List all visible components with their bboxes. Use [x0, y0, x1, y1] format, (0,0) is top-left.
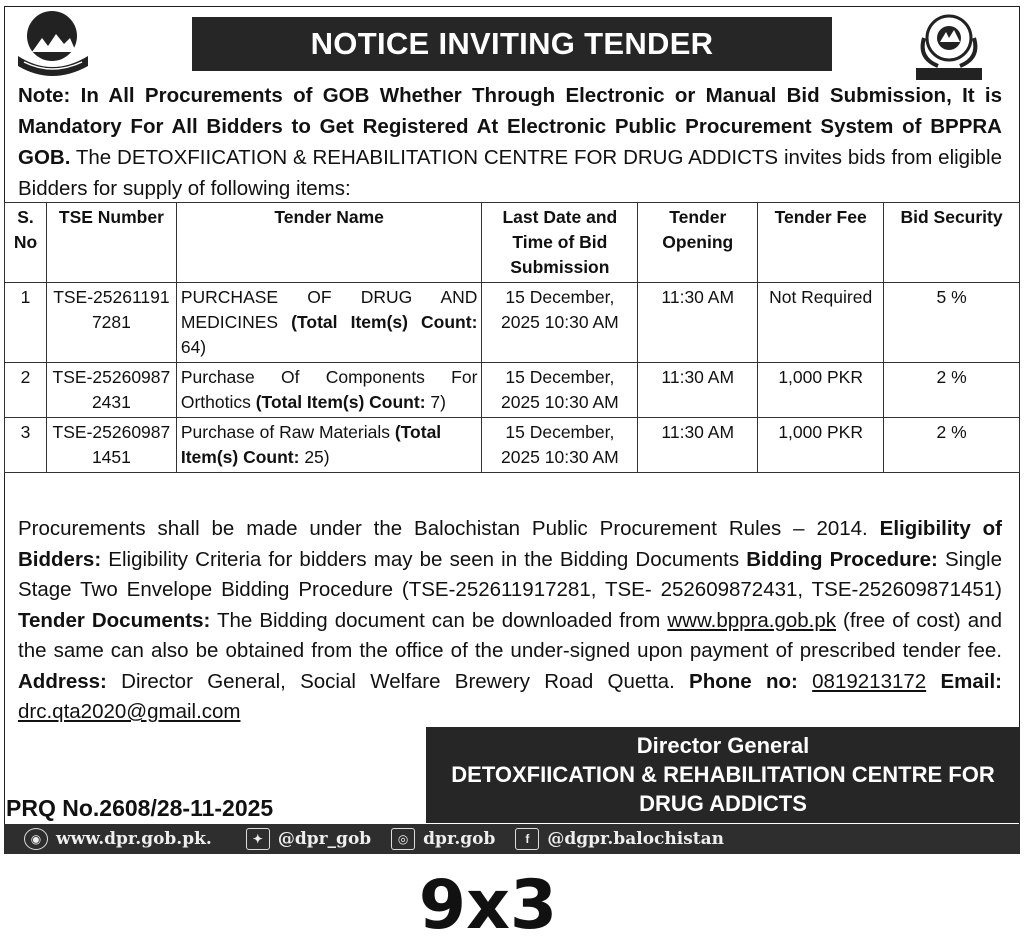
signatory-title: Director General — [636, 733, 810, 758]
social-bar — [4, 824, 1020, 854]
ad-size-label: 9x3 — [418, 866, 558, 945]
balochistan-logo-left — [12, 8, 94, 88]
intro-text: The DETOXFIICATION & REHABILITATION CENTRE FOR DRUG ADDICTS invites bids from eligible Bidders for supply of following items: — [18, 146, 1002, 200]
cell-last-date: 15 December, 2025 10:30 AM — [482, 363, 638, 418]
cell-fee: 1,000 PKR — [758, 418, 884, 473]
cell-tender-name — [176, 418, 482, 473]
procedure-text: Single Stage Two Envelope Bidding Procedure (TSE-252611917281, TSE- 252609872431, TSE-252609871451) — [18, 547, 1002, 601]
header-tender-name: Tender Name — [176, 203, 482, 283]
instagram-icon: ◎ — [391, 828, 415, 850]
cell-last-date: 15 December, 2025 10:30 AM — [482, 418, 638, 473]
cell-sno: 2 — [5, 363, 47, 418]
header-fee: Tender Fee — [758, 203, 884, 283]
phone-label: Phone no: — [689, 669, 798, 693]
globe-icon: ◉ — [24, 828, 48, 850]
cell-bid-security: 5 % — [884, 283, 1020, 363]
bppra-website-link[interactable]: www.bppra.gob.pk — [667, 608, 836, 632]
cell-tender-name — [176, 363, 482, 418]
cell-sno: 1 — [5, 283, 47, 363]
website-item[interactable] — [24, 828, 212, 850]
cell-fee: 1,000 PKR — [758, 363, 884, 418]
twitter-item[interactable] — [246, 828, 371, 850]
header-last-date: Last Date and Time of Bid Submission — [482, 203, 638, 283]
instagram-item[interactable] — [391, 828, 495, 850]
documents-label: Tender Documents: — [18, 608, 211, 632]
prq-number: PRQ No.2608/28-11-2025 — [6, 795, 274, 821]
organization-line-1: DETOXFIICATION & REHABILITATION CENTRE FOR — [451, 762, 995, 787]
cell-sno: 3 — [5, 418, 47, 473]
item-count-label: (Total Item(s) Count: — [180, 422, 442, 467]
cell-tender-name — [176, 283, 482, 363]
documents-text-2: (free of cost) and the same can also be obtained from the office of the under-signed upon payment of prescribed tender fee. — [18, 608, 1002, 662]
signature-block — [426, 727, 1020, 823]
organization-line-2: DRUG ADDICTS — [639, 791, 807, 816]
item-count-label: (Total Item(s) Count: — [291, 312, 478, 332]
header-sno: S. No — [5, 203, 47, 283]
cell-tse: TSE-252611917281 — [46, 283, 176, 363]
email-link[interactable]: drc.qta2020@gmail.com — [18, 700, 241, 723]
tender-name-text: Purchase Of Components For Orthotics — [180, 367, 478, 412]
item-count: 25) — [299, 447, 330, 467]
tender-table — [4, 202, 1020, 473]
cell-fee: Not Required — [758, 283, 884, 363]
phone-number[interactable]: 0819213172 — [812, 669, 927, 693]
header-tse: TSE Number — [46, 203, 176, 283]
documents-text: The Bidding document can be downloaded from — [210, 608, 668, 632]
cell-tse: TSE-252609871451 — [46, 418, 176, 473]
intro-note — [18, 80, 1002, 204]
eligibility-text: Eligibility Criteria for bidders may be seen in the Bidding Documents — [101, 547, 747, 571]
cell-bid-security: 2 % — [884, 363, 1020, 418]
email-label: Email: — [940, 669, 1002, 693]
tender-name-text: Purchase of Raw Materials — [180, 422, 395, 442]
rules-text: Procurements shall be made under the Balochistan Public Procurement Rules – 2014. — [18, 517, 880, 540]
table-header-row — [5, 203, 1020, 283]
balochistan-emblem-right — [908, 8, 990, 88]
tender-name-text: PURCHASE OF DRUG AND MEDICINES — [180, 287, 478, 332]
cell-bid-security: 2 % — [884, 418, 1020, 473]
facebook-item[interactable] — [515, 828, 724, 850]
procedure-label: Bidding Procedure: — [746, 547, 938, 571]
cell-opening: 11:30 AM — [638, 283, 758, 363]
eligibility-label: Eligibility of Bidders: — [18, 517, 1002, 571]
note-bold: Note: In All Procurements of GOB Whether Through Electronic or Manual Bid Submission, It is Mandatory For All Bidders to Get Registered At Electronic Public Procurement System of BPPRA GOB. — [18, 84, 1002, 169]
cell-opening: 11:30 AM — [638, 418, 758, 473]
facebook-handle: @dgpr.balochistan — [547, 829, 725, 849]
table-row — [5, 283, 1020, 363]
twitter-icon: ✦ — [246, 828, 270, 850]
address-label: Address: — [18, 669, 107, 693]
item-count-label: (Total Item(s) Count: — [255, 392, 426, 412]
instagram-handle: dpr.gob — [423, 829, 496, 849]
item-count: 64) — [180, 337, 207, 357]
twitter-handle: @dpr_gob — [277, 829, 372, 849]
address-text: Director General, Social Welfare Brewery Road Quetta. — [106, 669, 690, 693]
header-bid-security: Bid Security — [884, 203, 1020, 283]
cell-last-date: 15 December, 2025 10:30 AM — [482, 283, 638, 363]
facebook-icon: f — [515, 828, 539, 850]
page-title: NOTICE INVITING TENDER — [192, 17, 832, 71]
procurement-details — [18, 514, 1002, 728]
header-opening: Tender Opening — [638, 203, 758, 283]
website-text: www.dpr.gob.pk. — [56, 829, 212, 849]
cell-tse: TSE-252609872431 — [46, 363, 176, 418]
item-count: 7) — [425, 392, 446, 412]
table-row — [5, 418, 1020, 473]
table-row — [5, 363, 1020, 418]
cell-opening: 11:30 AM — [638, 363, 758, 418]
